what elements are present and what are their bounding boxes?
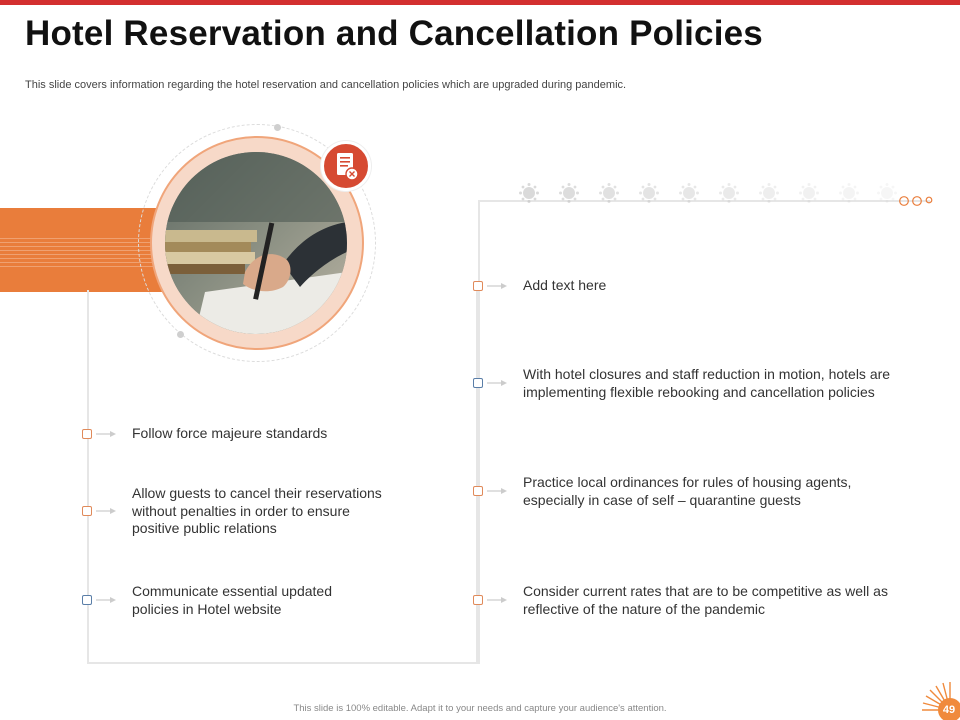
item-line: reflective of the nature of the pandemic bbox=[523, 600, 766, 617]
arrow-right-icon bbox=[487, 379, 507, 387]
item-line: Follow force majeure standards bbox=[132, 425, 328, 441]
ring-dot-bottom bbox=[177, 331, 184, 338]
arrow-right-icon bbox=[96, 430, 116, 438]
page-number: 49 bbox=[942, 704, 956, 716]
hand-signing-document-photo bbox=[165, 152, 347, 334]
virus-icon bbox=[679, 183, 699, 203]
item-line: Allow guests to cancel their reservations bbox=[132, 485, 382, 501]
bullet-marker-left-3 bbox=[82, 595, 92, 605]
item-line: positive public relations bbox=[132, 520, 277, 536]
slide-footer: This slide is 100% editable. Adapt it to your needs and capture your audience's attention. bbox=[293, 703, 667, 714]
item-line: Practice local ordinances for rules of housing agents, bbox=[523, 474, 852, 490]
decorative-circles-icon bbox=[898, 195, 938, 207]
slide-title: Hotel Reservation and Cancellation Policies bbox=[25, 14, 763, 53]
virus-icon bbox=[877, 183, 897, 203]
item-line: Add text here bbox=[523, 277, 607, 293]
bullet-marker-right-3 bbox=[473, 486, 483, 496]
bullet-marker-right-1 bbox=[473, 281, 483, 291]
arrow-right-icon bbox=[487, 282, 507, 290]
list-item bbox=[132, 425, 327, 443]
virus-icon bbox=[519, 183, 539, 203]
virus-icon bbox=[559, 183, 579, 203]
arrow-right-icon bbox=[96, 596, 116, 604]
item-line: especially in case of self – quarantine guests bbox=[523, 491, 801, 508]
item-line: Communicate essential updated bbox=[132, 583, 333, 599]
ring-dot-top bbox=[274, 124, 281, 131]
bullet-marker-left-1 bbox=[82, 429, 92, 439]
virus-icon bbox=[799, 183, 819, 203]
virus-icon bbox=[599, 183, 619, 203]
list-item bbox=[132, 583, 332, 618]
arrow-right-icon bbox=[96, 507, 116, 515]
virus-icon bbox=[839, 183, 859, 203]
virus-icon bbox=[719, 183, 739, 203]
document-cancel-icon bbox=[321, 141, 371, 191]
item-line: With hotel closures and staff reduction in motion, hotels are bbox=[523, 366, 891, 382]
item-line: implementing flexible rebooking and cancellation policies bbox=[523, 383, 875, 400]
top-accent-bar bbox=[0, 0, 960, 5]
bullet-marker-right-4 bbox=[473, 595, 483, 605]
arrow-right-icon bbox=[487, 487, 507, 495]
virus-icon bbox=[639, 183, 659, 203]
slide-subtitle: This slide covers information regarding the hotel reservation and cancellation policies which are upgraded during pandemic. bbox=[25, 79, 627, 91]
virus-decoration-row bbox=[519, 183, 899, 203]
item-line: policies in Hotel website bbox=[132, 600, 282, 617]
list-item bbox=[523, 277, 606, 295]
bullet-marker-left-2 bbox=[82, 506, 92, 516]
list-item bbox=[523, 366, 890, 401]
item-line: without penalties in order to ensure bbox=[132, 502, 350, 519]
virus-icon bbox=[759, 183, 779, 203]
arrow-right-icon bbox=[487, 596, 507, 604]
list-item bbox=[132, 485, 382, 538]
bullet-marker-right-2 bbox=[473, 378, 483, 388]
item-line: Consider current rates that are to be competitive as well as bbox=[523, 583, 888, 599]
list-item bbox=[523, 583, 888, 618]
list-item bbox=[523, 474, 851, 509]
